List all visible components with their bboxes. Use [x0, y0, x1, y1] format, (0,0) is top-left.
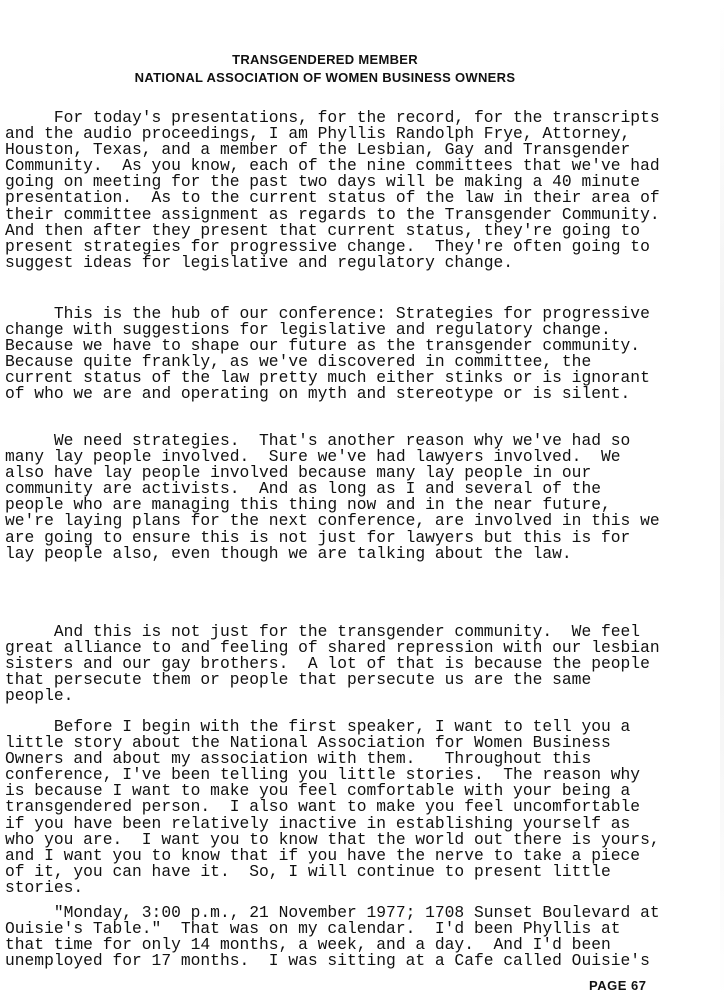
paragraph-4	[5, 624, 660, 704]
text-line: that time for only 14 months, a week, and a day. And I'd been	[5, 935, 611, 955]
text-line: we're laying plans for the next conference, are involved in this we	[5, 511, 660, 531]
text-line: are going to ensure this is not just for lawyers but this is for	[5, 527, 631, 547]
text-line: For today's presentations, for the record, for the transcripts	[5, 108, 660, 127]
text-line: And this is not just for the transgender community. We feel	[5, 622, 641, 641]
text-line: current status of the law pretty much either stinks or is ignorant	[5, 368, 650, 388]
text-line: transgendered person. I also want to make you feel uncomfortable	[5, 797, 641, 817]
text-line: great alliance to and feeling of shared repression with our lesbian	[5, 638, 660, 658]
paragraph-5	[5, 719, 660, 896]
text-line: of who we are and operating on myth and stereotype or is silent.	[5, 384, 631, 404]
text-line: that persecute them or people that persecute us are the same	[5, 670, 592, 690]
paragraph-6	[5, 905, 660, 969]
text-line: lay people also, even though we are talking about the law.	[5, 543, 572, 563]
paragraph-2	[5, 306, 650, 403]
paragraph-3	[5, 433, 660, 562]
text-line: Houston, Texas, and a member of the Lesbian, Gay and Transgender	[5, 140, 631, 160]
text-line: Because we have to shape our future as the transgender community.	[5, 336, 641, 356]
text-line: stories.	[5, 877, 84, 897]
text-line: conference, I've been telling you little stories. The reason why	[5, 765, 641, 785]
text-line: And then after they present that current status, they're going to	[5, 220, 641, 240]
text-line: sisters and our gay brothers. A lot of that is because the people	[5, 654, 650, 674]
text-line: Ouisie's Table." That was on my calendar. I'd been Phyllis at	[5, 919, 621, 939]
document-title: TRANSGENDERED MEMBER	[232, 52, 418, 67]
text-line: people.	[5, 686, 74, 706]
text-line: community are activists. And as long as I and several of the	[5, 479, 601, 499]
text-line: also have lay people involved because many lay people in our	[5, 463, 592, 483]
text-line: and the audio proceedings, I am Phyllis Randolph Frye, Attorney,	[5, 124, 631, 144]
text-line: "Monday, 3:00 p.m., 21 November 1977; 1708 Sunset Boulevard at	[5, 903, 660, 922]
text-line: many lay people involved. Sure we've had lawyers involved. We	[5, 447, 621, 467]
text-line: Community. As you know, each of the nine committees that we've had	[5, 156, 660, 176]
paragraph-1	[5, 110, 660, 271]
text-line: We need strategies. That's another reason why we've had so	[5, 431, 631, 450]
text-line: Owners and about my association with them. Throughout this	[5, 749, 592, 769]
text-line: their committee assignment as regards to the Transgender Community.	[5, 204, 660, 224]
page-number: PAGE 67	[589, 978, 647, 993]
text-line: change with suggestions for legislative and regulatory change.	[5, 320, 611, 340]
text-line: is because I want to make you feel comfortable with your being a	[5, 781, 631, 801]
text-line: Because quite frankly, as we've discovered in committee, the	[5, 352, 592, 372]
text-line: present strategies for progressive change. They're often going to	[5, 236, 650, 256]
text-line: suggest ideas for legislative and regulatory change.	[5, 252, 514, 272]
text-line: going on meeting for the past two days will be making a 40 minute	[5, 172, 641, 192]
text-line: unemployed for 17 months. I was sitting at a Cafe called Ouisie's	[5, 951, 650, 971]
text-line: presentation. As to the current status of the law in their area of	[5, 188, 660, 208]
document-subtitle: NATIONAL ASSOCIATION OF WOMEN BUSINESS OWNERS	[134, 70, 516, 85]
text-line: This is the hub of our conference: Strategies for progressive	[5, 304, 650, 323]
text-line: little story about the National Association for Women Business	[5, 733, 611, 753]
text-line: and I want you to know that if you have the nerve to take a piece	[5, 845, 641, 865]
text-line: if you have been relatively inactive in establishing yourself as	[5, 813, 631, 833]
text-line: of it, you can have it. So, I will continue to present little	[5, 861, 611, 881]
text-line: people who are managing this thing now and in the near future,	[5, 495, 611, 515]
text-line: Before I begin with the first speaker, I want to tell you a	[5, 717, 631, 736]
text-line: who you are. I want you to know that the world out there is yours,	[5, 829, 660, 849]
scan-edge	[720, 0, 724, 1000]
